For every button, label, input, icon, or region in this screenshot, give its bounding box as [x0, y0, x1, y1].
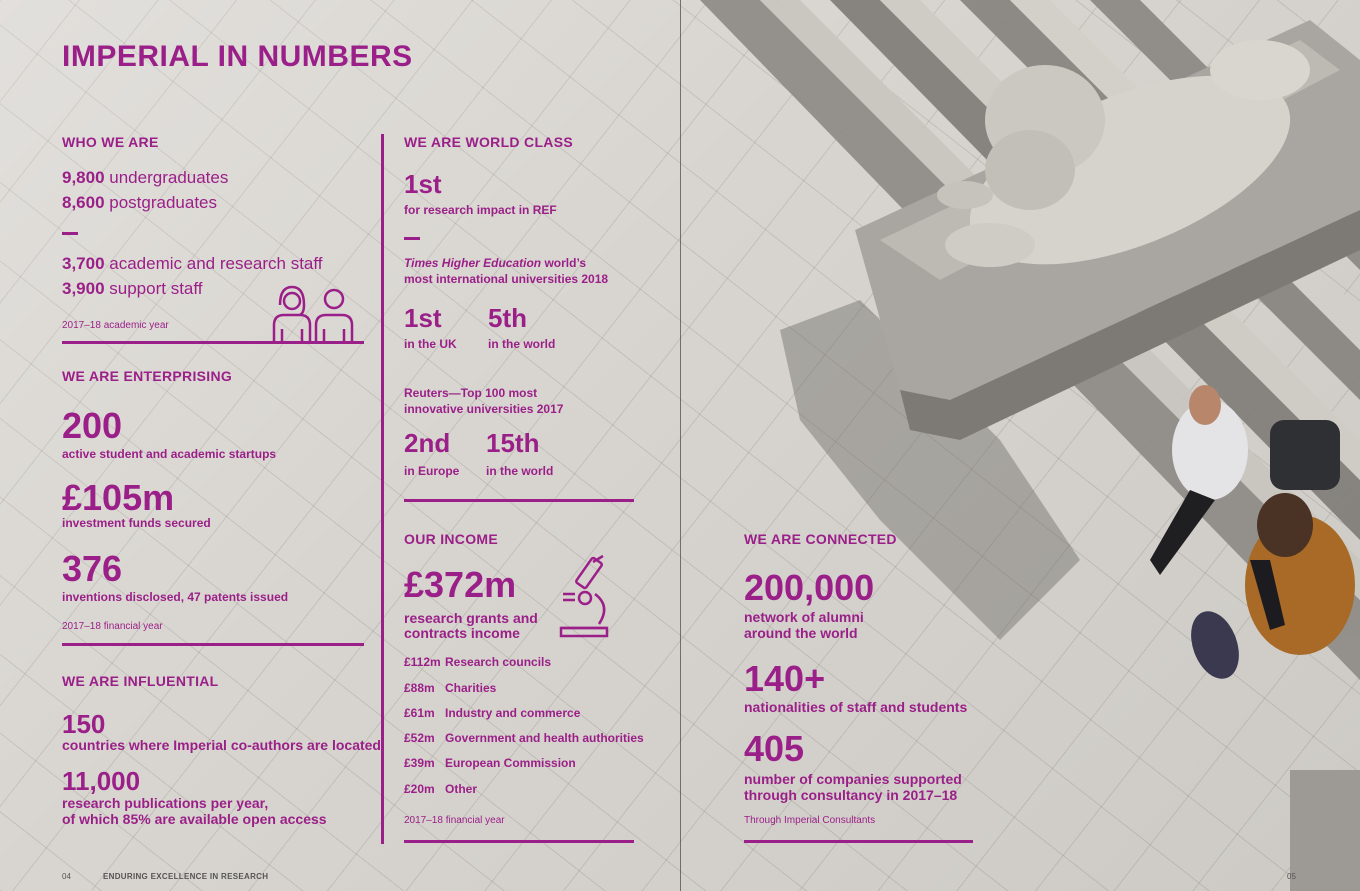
income-total: £372m: [404, 564, 517, 605]
income-heading: OUR INCOME: [404, 531, 498, 547]
microscope-icon: [555, 554, 615, 640]
publications-caption-2: of which 85% are available open access: [62, 811, 327, 827]
income-row: [404, 782, 477, 796]
startups-number: 200: [62, 405, 123, 446]
publications-caption-1: research publications per year,: [62, 795, 269, 811]
countries-number: 150: [62, 709, 106, 739]
investment-number: £105m: [62, 477, 175, 518]
academic-staff-stat: [62, 254, 323, 274]
countries-caption: countries where Imperial co-authors are located: [62, 737, 381, 753]
influential-heading: WE ARE INFLUENTIAL: [62, 673, 219, 689]
publications-number: 11,000: [62, 766, 141, 796]
income-source: Charities: [445, 681, 497, 695]
enterprising-heading: WE ARE ENTERPRISING: [62, 368, 233, 384]
undergraduates-number: 9,800: [62, 168, 105, 187]
nationalities-number: 140+: [744, 658, 826, 699]
world-rank: 5th: [488, 303, 527, 333]
page-number-left: 04: [62, 872, 71, 881]
academic-staff-number: 3,700: [62, 254, 105, 273]
section-rule: [404, 840, 634, 843]
footer-section-title: ENDURING EXCELLENCE IN RESEARCH: [103, 872, 269, 881]
ref-label: for research impact in REF: [404, 203, 557, 217]
income-source: Industry and commerce: [445, 706, 581, 720]
who-we-are-heading: WHO WE ARE: [62, 134, 159, 150]
world-rank-label: in the world: [488, 337, 556, 351]
section-rule: [62, 643, 364, 646]
startups-caption: active student and academic startups: [62, 447, 277, 461]
companies-caption-2: through consultancy in 2017–18: [744, 787, 958, 803]
europe-rank: 2nd: [404, 428, 451, 458]
support-staff-label: support staff: [104, 279, 203, 298]
income-row: [404, 681, 496, 695]
income-caption-1: research grants and: [404, 610, 538, 626]
page-number-right: 05: [1287, 872, 1296, 881]
connected-note: Through Imperial Consultants: [744, 815, 876, 826]
the-ranking-line-1: [404, 256, 586, 271]
support-staff-stat: [62, 279, 203, 299]
world-rank-2-label: in the world: [486, 464, 554, 478]
page-gutter: [680, 0, 681, 891]
page-title: IMPERIAL IN NUMBERS: [62, 40, 413, 73]
inventions-number: 376: [62, 548, 123, 589]
the-ranking-rest: world’s: [541, 256, 587, 270]
people-icon: [270, 283, 358, 343]
investment-caption: investment funds secured: [62, 516, 211, 530]
income-caption-2: contracts income: [404, 625, 520, 641]
income-row: [404, 756, 576, 770]
section-rule: [62, 341, 364, 344]
europe-rank-label: in Europe: [404, 464, 460, 478]
alumni-number: 200,000: [744, 567, 875, 608]
section-rule: [404, 499, 634, 502]
undergraduates-label: undergraduates: [104, 168, 229, 187]
uk-rank-label: in the UK: [404, 337, 457, 351]
reuters-line-2: innovative universities 2017: [404, 402, 564, 416]
income-source: Research councils: [445, 655, 552, 669]
income-amount: £88m: [404, 681, 435, 695]
who-we-are-note: 2017–18 academic year: [62, 320, 169, 331]
world-rank-2: 15th: [486, 428, 540, 458]
undergraduates-stat: [62, 168, 228, 188]
alumni-caption-2: around the world: [744, 625, 858, 641]
income-amount: £61m: [404, 706, 435, 720]
income-amount: £20m: [404, 782, 435, 796]
income-row: [404, 655, 551, 669]
income-source: European Commission: [445, 756, 576, 770]
support-staff-number: 3,900: [62, 279, 105, 298]
inventions-caption: inventions disclosed, 47 patents issued: [62, 590, 289, 604]
income-row: [404, 731, 644, 745]
postgraduates-number: 8,600: [62, 193, 105, 212]
the-ranking-line-2: most international universities 2018: [404, 272, 609, 286]
section-rule: [744, 840, 973, 843]
enterprising-note: 2017–18 financial year: [62, 621, 163, 632]
income-source: Other: [445, 782, 478, 796]
ref-rank: 1st: [404, 169, 442, 199]
income-row: [404, 706, 580, 720]
connected-heading: WE ARE CONNECTED: [744, 531, 897, 547]
income-amount: £39m: [404, 756, 435, 770]
uk-rank: 1st: [404, 303, 442, 333]
income-source: Government and health authorities: [445, 731, 644, 745]
postgraduates-stat: [62, 193, 217, 213]
world-class-heading: WE ARE WORLD CLASS: [404, 134, 573, 150]
divider-dash: [62, 232, 78, 235]
companies-caption-1: number of companies supported: [744, 771, 962, 787]
divider-dash: [404, 237, 420, 240]
alumni-caption-1: network of alumni: [744, 609, 864, 625]
income-amount: £52m: [404, 731, 435, 745]
companies-number: 405: [744, 728, 805, 769]
academic-staff-label: academic and research staff: [104, 254, 323, 273]
income-note: 2017–18 financial year: [404, 815, 505, 826]
postgraduates-label: postgraduates: [104, 193, 218, 212]
reuters-line-1: Reuters—Top 100 most: [404, 386, 538, 400]
the-publication-name: Times Higher Education: [404, 256, 542, 270]
nationalities-caption: nationalities of staff and students: [744, 699, 968, 715]
income-amount: £112m: [404, 655, 441, 669]
column-divider: [381, 134, 384, 844]
